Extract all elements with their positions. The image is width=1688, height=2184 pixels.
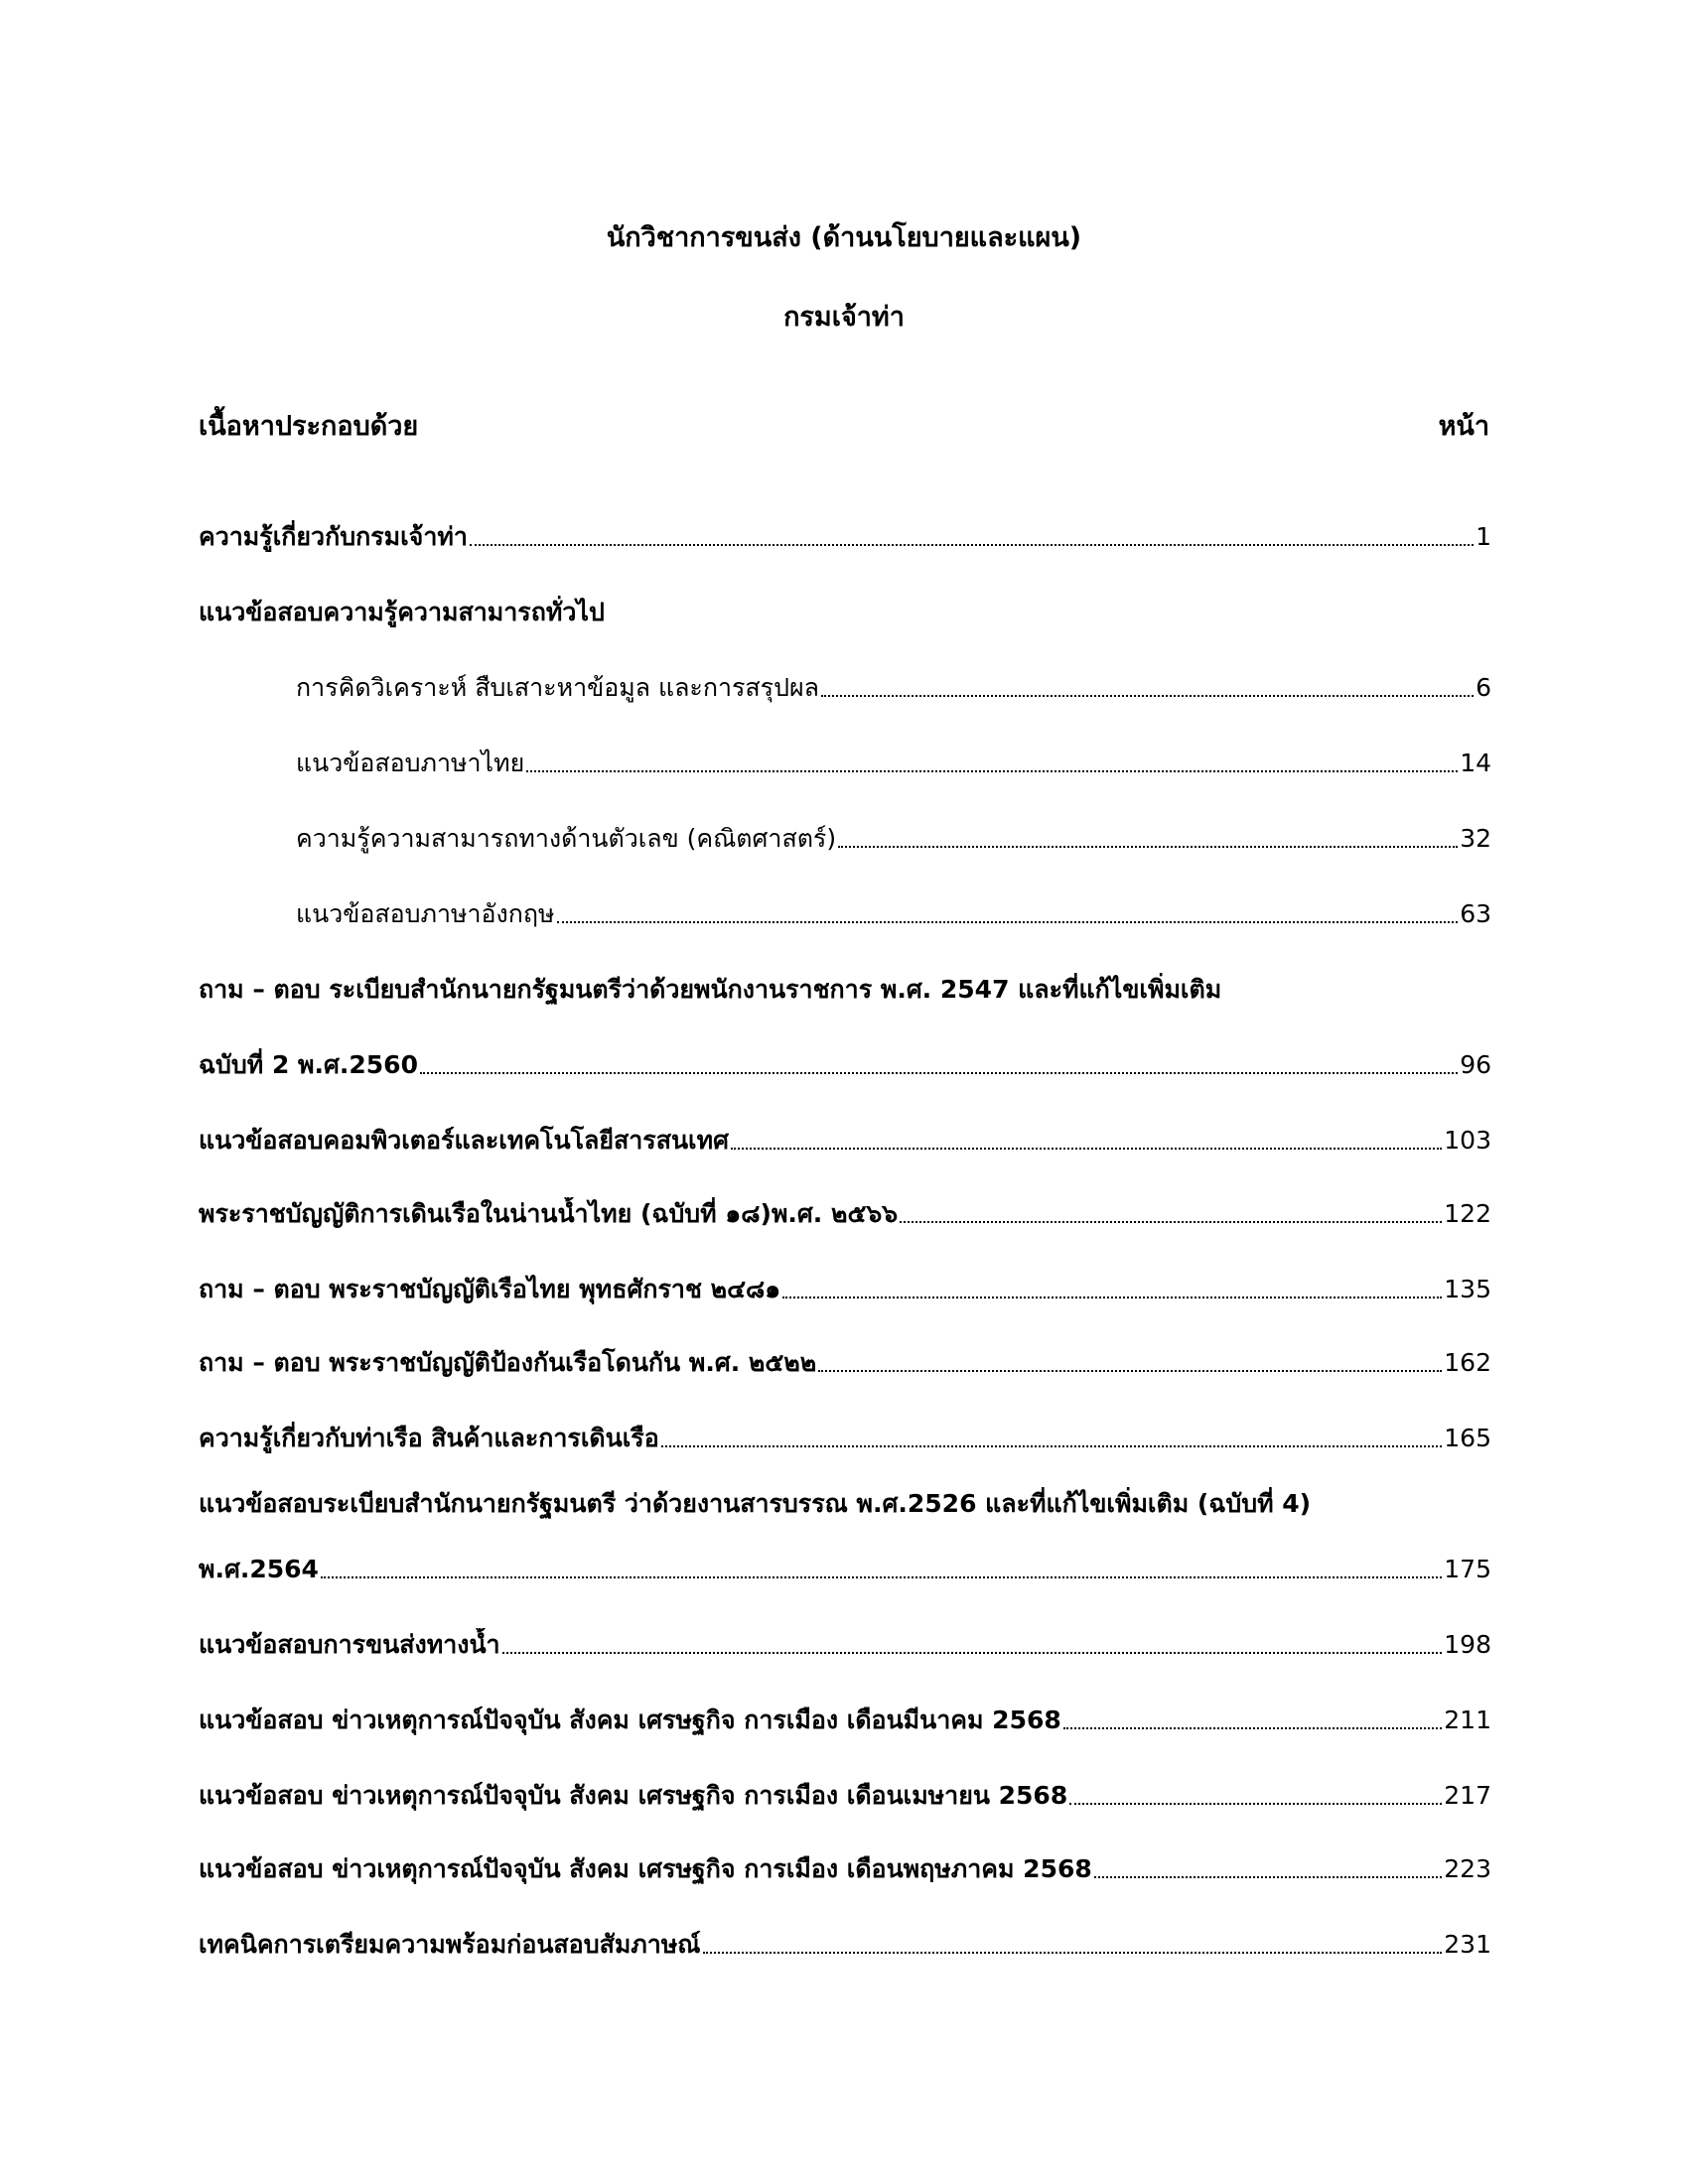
- page-column-heading: หน้า: [1438, 411, 1489, 442]
- toc-entry-title: ความรู้เกี่ยวกับกรมเจ้าท่า: [199, 522, 468, 551]
- toc-entry-page: 96: [1460, 1050, 1491, 1079]
- toc-entry-page: 135: [1444, 1275, 1491, 1303]
- toc-leader-dots: [420, 1072, 1458, 1074]
- toc-entry: [199, 590, 605, 629]
- toc-entry-page: 63: [1460, 899, 1491, 928]
- toc-leader-dots: [1063, 1727, 1443, 1729]
- toc-entry-page: 14: [1460, 749, 1491, 777]
- toc-entry-page: 162: [1444, 1348, 1491, 1377]
- toc-entry-page: 211: [1444, 1706, 1491, 1734]
- toc-entry-title: แนวข้อสอบ ข่าวเหตุการณ์ปัจจุบัน สังคม เศรษฐกิจ การเมือง เดือนพฤษภาคม 2568: [199, 1854, 1092, 1883]
- toc-entry-page: 231: [1444, 1930, 1491, 1959]
- toc-entry-title: การคิดวิเคราะห์ สืบเสาะหาข้อมูล และการสรุปผล: [296, 673, 819, 702]
- toc-entry-page: 217: [1444, 1781, 1491, 1810]
- toc-entry-page: 165: [1444, 1424, 1491, 1452]
- toc-entry-title: ถาม – ตอบ พระราชบัญญัติเรือไทย พุทธศักราช ๒๔๘๑: [199, 1275, 781, 1303]
- toc-entry-title: ความรู้เกี่ยวกับท่าเรือ สินค้าและการเดินเรือ: [199, 1424, 659, 1452]
- toc-leader-dots: [900, 1221, 1442, 1223]
- toc-entry: [296, 665, 1491, 705]
- toc-entry: [199, 1118, 1491, 1158]
- toc-section-heading: แนวข้อสอบความรู้ความสามารถทั่วไป: [199, 598, 605, 626]
- toc-entry-page: 32: [1460, 824, 1491, 853]
- document-subtitle: กรมเจ้าท่า: [783, 302, 905, 333]
- toc-leader-dots: [818, 1370, 1442, 1372]
- toc-entry: [199, 1416, 1491, 1455]
- toc-leader-dots: [526, 770, 1458, 772]
- toc-leader-dots: [1094, 1876, 1443, 1878]
- toc-leader-dots: [557, 921, 1459, 923]
- toc-entry-page: 103: [1444, 1126, 1491, 1155]
- toc-leader-dots: [731, 1148, 1442, 1150]
- toc-entry-title: ถาม – ตอบ พระราชบัญญัติป้องกันเรือโดนกัน พ.ศ. ๒๕๒๒: [199, 1348, 817, 1377]
- toc-entry: [199, 1267, 1491, 1306]
- toc-entry: [199, 1547, 1491, 1586]
- toc-entry-title: แนวข้อสอบ ข่าวเหตุการณ์ปัจจุบัน สังคม เศรษฐกิจ การเมือง เดือนมีนาคม 2568: [199, 1706, 1061, 1734]
- toc-leader-dots: [502, 1652, 1443, 1654]
- toc-entry: [199, 1042, 1491, 1082]
- toc-entry-title: แนวข้อสอบระเบียบสำนักนายกรัฐมนตรี ว่าด้วยงานสารบรรณ พ.ศ.2526 และที่แก้ไขเพิ่มเติม (ฉบับที่ 4): [199, 1489, 1312, 1518]
- toc-entry: [199, 1846, 1491, 1886]
- toc-leader-dots: [838, 846, 1458, 848]
- toc-entry-title: พระราชบัญญัติการเดินเรือในน่านน้ำไทย (ฉบับที่ ๑๘)พ.ศ. ๒๕๖๖: [199, 1199, 899, 1228]
- toc-entry-title: แนวข้อสอบการขนส่งทางน้ำ: [199, 1630, 500, 1659]
- toc-entry-title: ฉบับที่ 2 พ.ศ.2560: [199, 1050, 418, 1079]
- toc-leader-dots: [661, 1445, 1443, 1447]
- toc-entry-title: แนวข้อสอบ ข่าวเหตุการณ์ปัจจุบัน สังคม เศรษฐกิจ การเมือง เดือนเมษายน 2568: [199, 1781, 1068, 1810]
- contents-heading: เนื้อหาประกอบด้วย: [199, 411, 419, 442]
- toc-entry: [199, 1622, 1491, 1662]
- toc-entry-title: ความรู้ความสามารถทางด้านตัวเลข (คณิตศาสตร์): [296, 824, 837, 853]
- toc-entry-title: แนวข้อสอบภาษาอังกฤษ: [296, 899, 555, 928]
- toc-entry: [199, 514, 1491, 554]
- toc-entry-page: 175: [1444, 1555, 1491, 1583]
- toc-entry: [199, 1922, 1491, 1962]
- toc-entry: [296, 891, 1491, 931]
- toc-entry: [199, 1191, 1491, 1231]
- toc-entry-page: 198: [1444, 1630, 1491, 1659]
- toc-leader-dots: [321, 1576, 1442, 1578]
- toc-entry: [296, 741, 1491, 780]
- toc-entry-page: 122: [1444, 1199, 1491, 1228]
- toc-entry: [296, 816, 1491, 856]
- toc-entry-title: แนวข้อสอบภาษาไทย: [296, 749, 525, 777]
- toc-entry-page: 223: [1444, 1854, 1491, 1883]
- toc-entry-page: 1: [1476, 522, 1491, 551]
- toc-entry-title: ถาม – ตอบ ระเบียบสำนักนายกรัฐมนตรีว่าด้วยพนักงานราชการ พ.ศ. 2547 และที่แก้ไขเพิ่มเติม: [199, 975, 1222, 1004]
- toc-entry: [199, 1481, 1311, 1521]
- toc-entry: [199, 1698, 1491, 1737]
- toc-entry-title: พ.ศ.2564: [199, 1555, 319, 1583]
- toc-leader-dots: [470, 544, 1474, 546]
- toc-entry-title: เทคนิคการเตรียมความพร้อมก่อนสอบสัมภาษณ์: [199, 1930, 701, 1959]
- toc-leader-dots: [1069, 1803, 1442, 1805]
- document-title: นักวิชาการขนส่ง (ด้านนโยบายและแผน): [606, 222, 1082, 253]
- toc-entry: [199, 967, 1221, 1007]
- toc-entry: [199, 1773, 1491, 1813]
- toc-entry-title: แนวข้อสอบคอมพิวเตอร์และเทคโนโลยีสารสนเทศ: [199, 1126, 729, 1155]
- toc-leader-dots: [821, 695, 1474, 697]
- toc-entry: [199, 1340, 1491, 1380]
- toc-leader-dots: [703, 1952, 1443, 1954]
- toc-leader-dots: [782, 1297, 1442, 1298]
- toc-entry-page: 6: [1476, 673, 1491, 702]
